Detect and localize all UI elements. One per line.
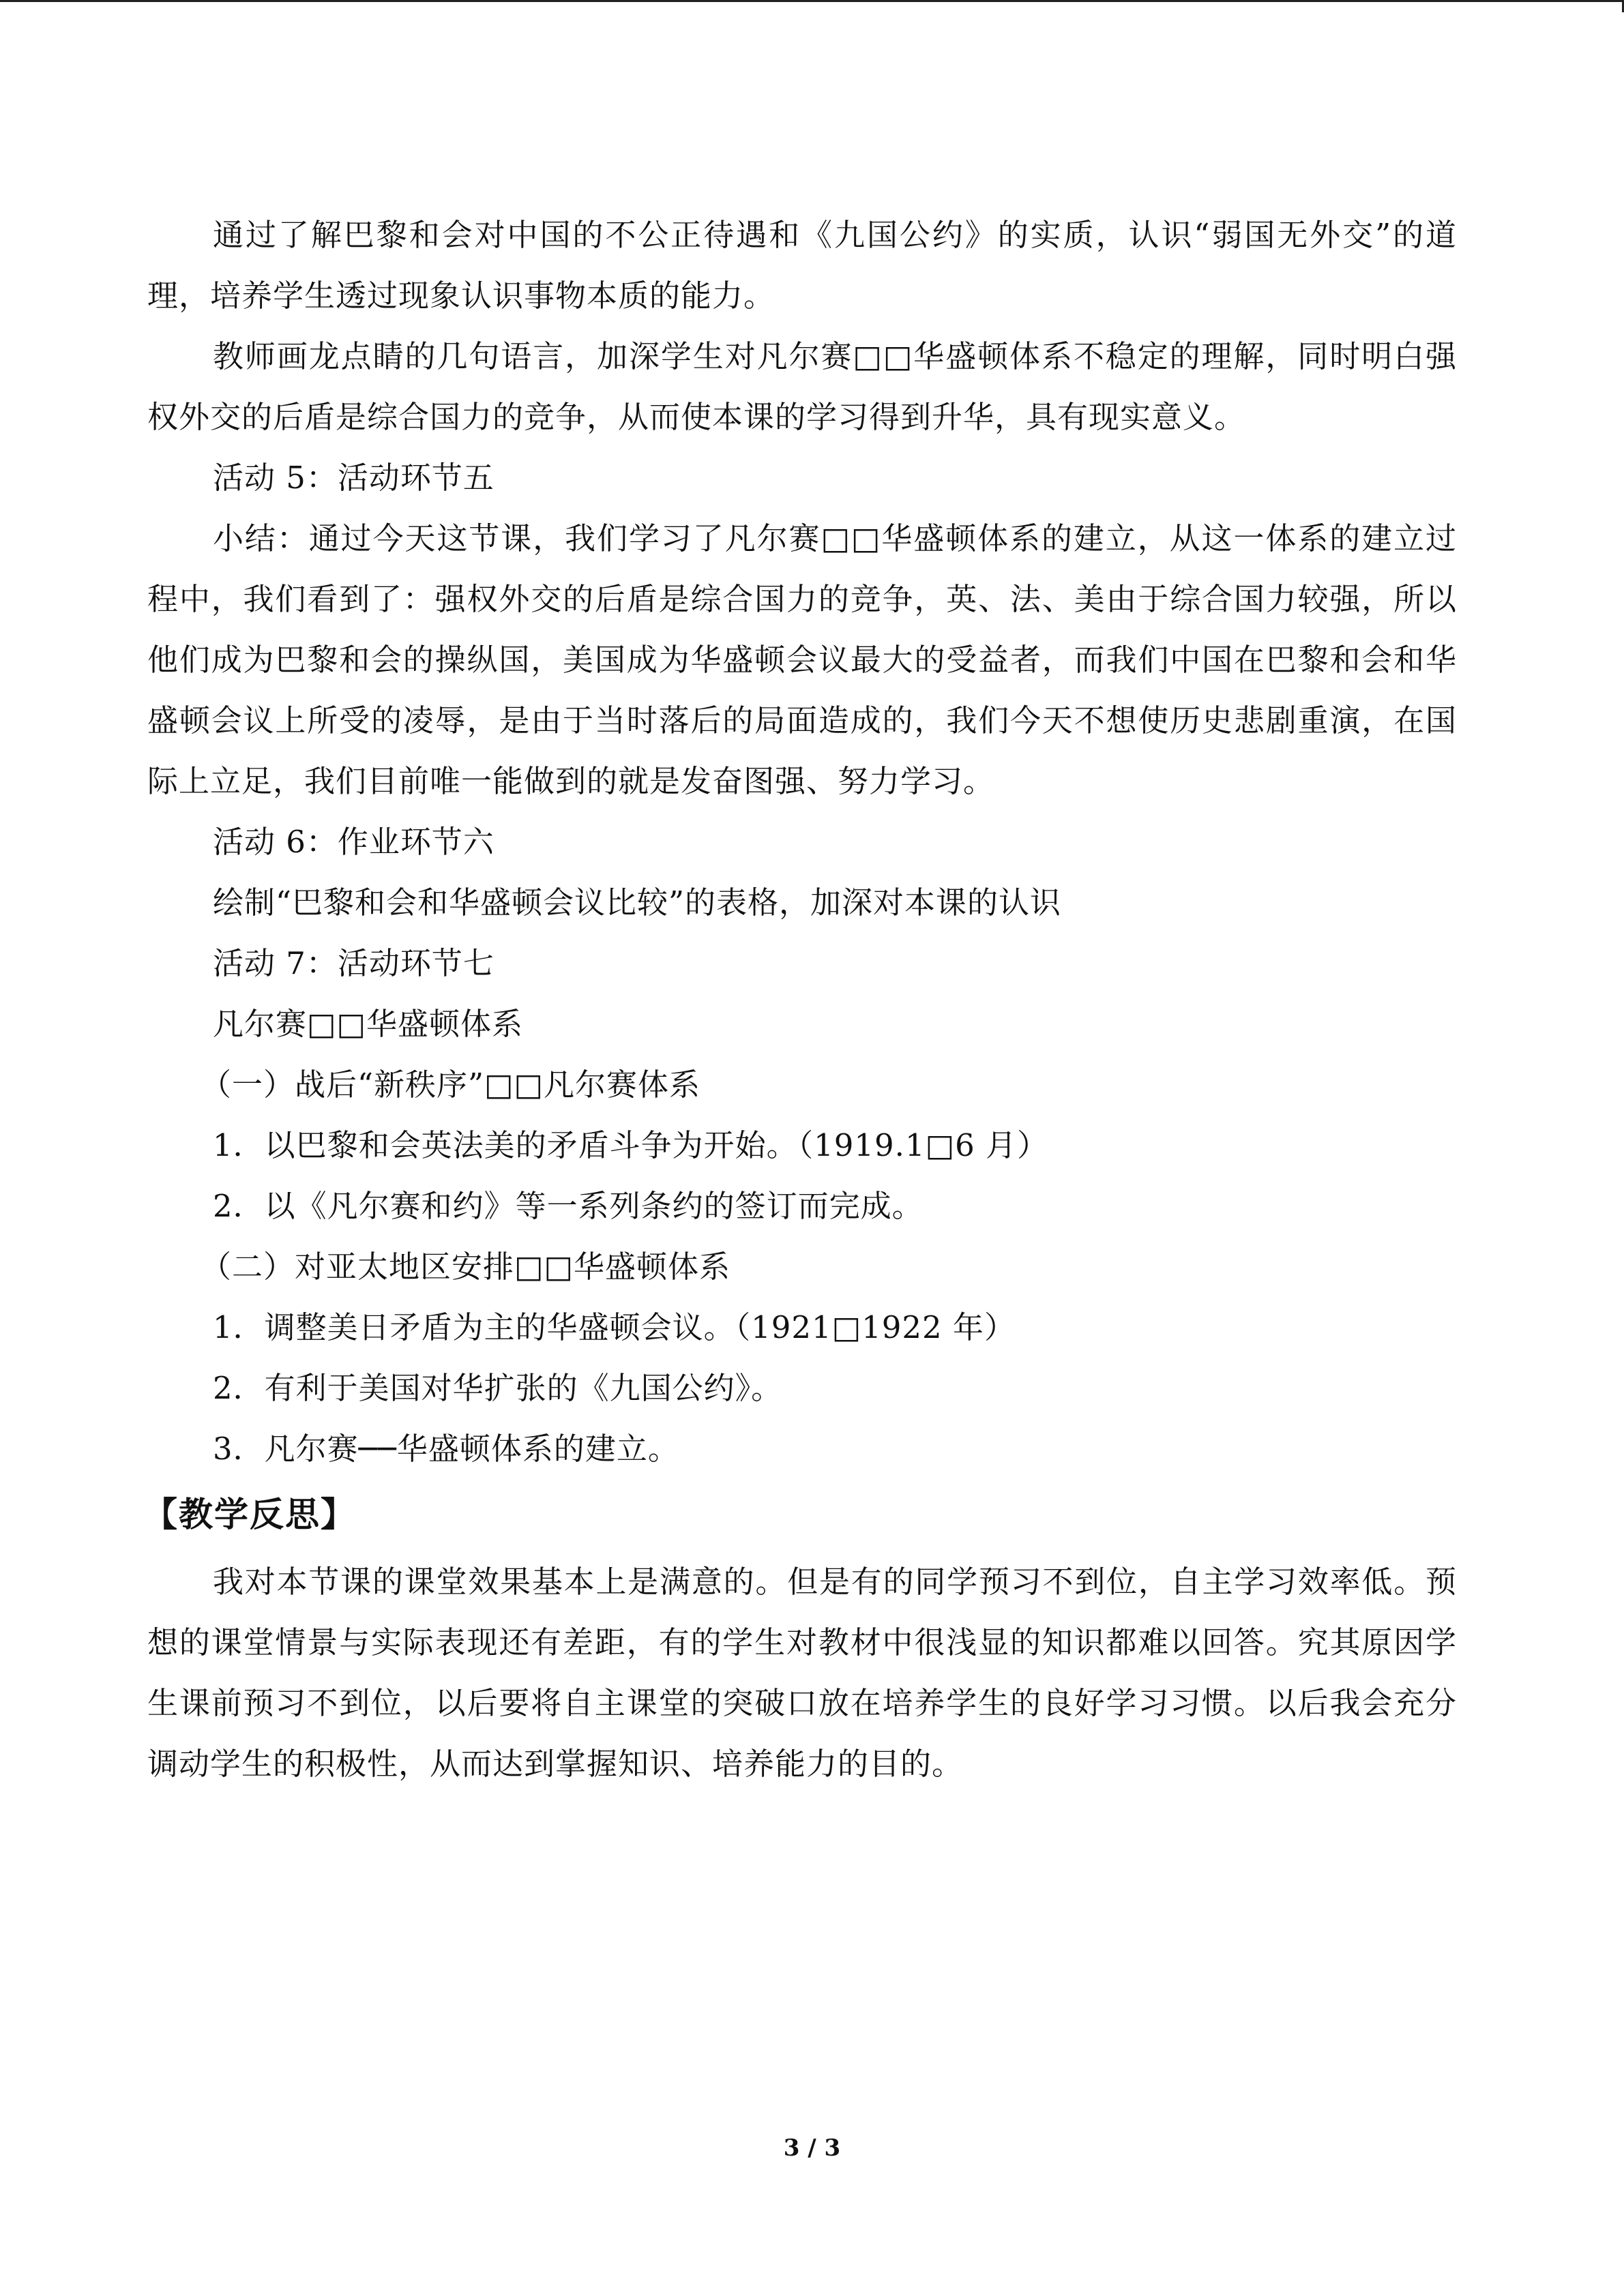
outline-section-2: （二）对亚太地区安排□□华盛顿体系: [201, 1249, 731, 1285]
paragraph-teacher-summary: 教师画龙点睛的几句语言，加深学生对凡尔赛□□华盛顿体系不稳定的理解，同时明白强权外交的后盾是综合国力的竞争，从而使本课的学习得到升华，具有现实意义。: [147, 338, 1457, 435]
outline-section-2-item-2: 2．有利于美国对华扩张的《九国公约》。: [213, 1370, 783, 1406]
document-body: [143, 205, 1457, 1794]
activity-6-label: 活动 6：作业环节六: [213, 824, 494, 860]
homework-text: 绘制“巴黎和会和华盛顿会议比较”的表格，加深对本课的认识: [213, 884, 1062, 921]
outline-section-1: （一）战后“新秩序”□□凡尔赛体系: [201, 1067, 701, 1103]
outline-section-1-item-1: 1．以巴黎和会英法美的矛盾斗争为开始。（1919.1□6 月）: [213, 1127, 1049, 1163]
outline-section-1-item-2: 2．以《凡尔赛和约》等一系列条约的签订而完成。: [213, 1188, 924, 1224]
outline-title: 凡尔赛□□华盛顿体系: [213, 1006, 524, 1042]
outline-section-2-item-3: 3．凡尔赛──华盛顿体系的建立。: [213, 1431, 679, 1467]
reflection-heading: 【教学反思】: [143, 1495, 356, 1534]
top-border-line: [0, 0, 1624, 2]
activity-7-label: 活动 7：活动环节七: [213, 945, 494, 981]
outline-section-2-item-1: 1．调整美日矛盾为主的华盛顿会议。（1921□1922 年）: [213, 1309, 1016, 1345]
activity-5-label: 活动 5：活动环节五: [213, 460, 494, 496]
page-number: 3 / 3: [783, 2134, 841, 2162]
paragraph-objective: 通过了解巴黎和会对中国的不公正待遇和《九国公约》的实质，认识“弱国无外交”的道理，培养学生透过现象认识事物本质的能力。: [147, 217, 1457, 314]
reflection-text: 我对本节课的课堂效果基本上是满意的。但是有的同学预习不到位，自主学习效率低。预想的课堂情景与实际表现还有差距，有的学生对教材中很浅显的知识都难以回答。究其原因学生课前预习不到位，以后要将自主课堂的突破口放在培养学生的良好学习习惯。以后我会充分调动学生的积极性，从而达到掌握知识、培养能力的目的。: [147, 1564, 1457, 1782]
paragraph-summary: 小结：通过今天这节课，我们学习了凡尔赛□□华盛顿体系的建立，从这一体系的建立过程中，我们看到了：强权外交的后盾是综合国力的竞争，英、法、美由于综合国力较强，所以他们成为巴黎和会的操纵国，美国成为华盛顿会议最大的受益者，而我们中国在巴黎和会和华盛顿会议上所受的凌辱，是由于当时落后的局面造成的，我们今天不想使历史悲剧重演，在国际上立足，我们目前唯一能做到的就是发奋图强、努力学习。: [147, 520, 1457, 799]
